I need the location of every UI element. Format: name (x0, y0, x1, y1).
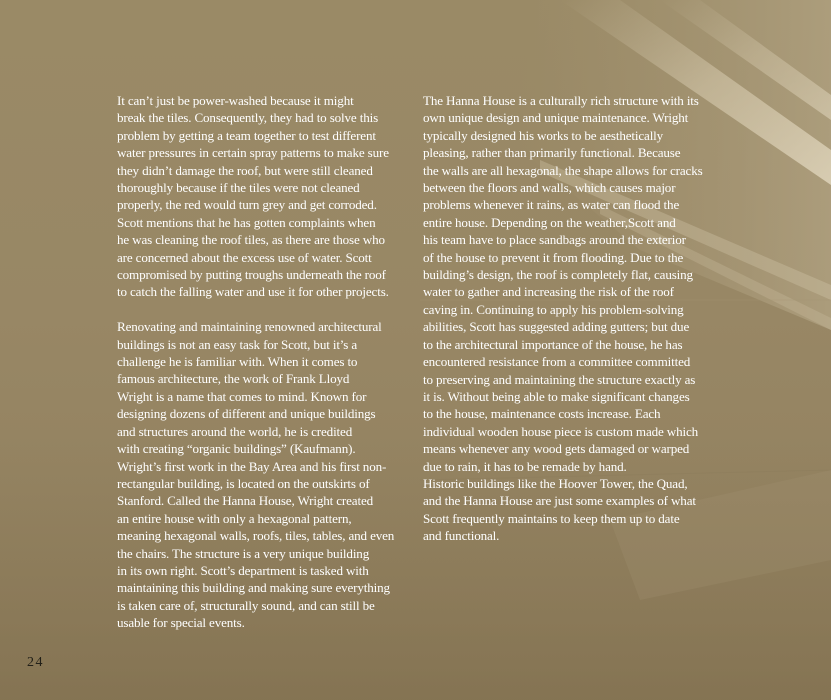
text-line: maintaining this building and making sure everything (117, 580, 390, 596)
page-number: 24 (27, 655, 44, 670)
text-line: entire house. Depending on the weather,Scott and (423, 214, 676, 230)
text-line: between the floors and walls, which causes major (423, 180, 676, 196)
text-line: problems whenever it rains, as water can flood the (423, 197, 680, 213)
text-line: Scott frequently maintains to keep them up to date (423, 510, 680, 526)
text-line: pleasing, rather than primarily functional. Because (423, 145, 681, 161)
text-line: caving in. Continuing to apply his problem-solving (423, 301, 684, 317)
text-line: the walls are all hexagonal, the shape allows for cracks (423, 162, 703, 178)
right-text-column (423, 92, 723, 545)
text-line: water to gather and increasing the risk of the roof (423, 284, 674, 300)
text-line: encountered resistance from a committee committed (423, 354, 691, 370)
right-paragraph-1 (423, 92, 723, 475)
text-line: break the tiles. Consequently, they had to solve this (117, 110, 379, 126)
text-line: water pressures in certain spray patterns to make sure (117, 145, 389, 161)
text-line: to preserving and maintaining the structure exactly as (423, 371, 696, 387)
left-text-column (117, 92, 417, 632)
text-line: Renovating and maintaining renowned architectural (117, 319, 382, 335)
text-line: properly, the red would turn grey and get corroded. (117, 197, 377, 213)
text-line: to the architectural importance of the house, he has (423, 336, 683, 352)
text-line: meaning hexagonal walls, roofs, tiles, tables, and even (117, 528, 395, 544)
text-line: challenge he is familiar with. When it comes to (117, 354, 358, 370)
text-line: in its own right. Scott’s department is tasked with (117, 562, 369, 578)
text-line: is taken care of, structurally sound, and can still be (117, 597, 375, 613)
text-line: compromised by putting troughs underneath the roof (117, 267, 386, 283)
text-line: typically designed his works to be aesthetically (423, 127, 664, 143)
text-line: and the Hanna House are just some examples of what (423, 493, 696, 509)
text-line: and functional. (423, 528, 500, 544)
text-line: Stanford. Called the Hanna House, Wright created (117, 493, 374, 509)
text-line: designing dozens of different and unique buildings (117, 406, 376, 422)
text-line: of the house to prevent it from flooding. Due to the (423, 249, 684, 265)
text-line: abilities, Scott has suggested adding gutters; but due (423, 319, 690, 335)
text-line: own unique design and unique maintenance. Wright (423, 110, 689, 126)
text-line: it is. Without being able to make significant changes (423, 388, 690, 404)
text-line: It can’t just be power-washed because it might (117, 93, 354, 108)
text-line: famous architecture, the work of Frank Lloyd (117, 371, 350, 387)
text-line: individual wooden house piece is custom made which (423, 423, 699, 439)
right-paragraph-2 (423, 475, 723, 545)
text-line: The Hanna House is a culturally rich structure with its (423, 93, 699, 108)
left-paragraph-2 (117, 318, 417, 631)
text-line: he was cleaning the roof tiles, as there are those who (117, 232, 385, 248)
text-line: problem by getting a team together to test different (117, 127, 376, 143)
left-paragraph-1 (117, 92, 417, 301)
text-line: buildings is not an easy task for Scott, but it’s a (117, 336, 358, 352)
text-line: means whenever any wood gets damaged or warped (423, 441, 690, 457)
text-line: with creating “organic buildings” (Kaufmann). (117, 441, 356, 457)
text-line: the chairs. The structure is a very unique building (117, 545, 370, 561)
text-line: to catch the falling water and use it for other projects. (117, 284, 389, 300)
text-line: an entire house with only a hexagonal pattern, (117, 510, 352, 526)
text-line: Scott mentions that he has gotten complaints when (117, 214, 376, 230)
text-line: usable for special events. (117, 615, 245, 631)
text-line: building’s design, the roof is completely flat, causing (423, 267, 693, 283)
text-line: Wright’s first work in the Bay Area and his first non- (117, 458, 387, 474)
text-line: thoroughly because if the tiles were not cleaned (117, 180, 360, 196)
text-line: to the house, maintenance costs increase. Each (423, 406, 661, 422)
text-line: Historic buildings like the Hoover Tower, the Quad, (423, 475, 688, 491)
text-line: his team have to place sandbags around the exterior (423, 232, 686, 248)
text-line: Wright is a name that comes to mind. Known for (117, 388, 367, 404)
text-line: they didn’t damage the roof, but were still cleaned (117, 162, 373, 178)
text-line: rectangular building, is located on the outskirts of (117, 475, 370, 491)
text-line: due to rain, it has to be remade by hand. (423, 458, 627, 474)
text-line: are concerned about the excess use of water. Scott (117, 249, 372, 265)
text-line: and structures around the world, he is credited (117, 423, 353, 439)
